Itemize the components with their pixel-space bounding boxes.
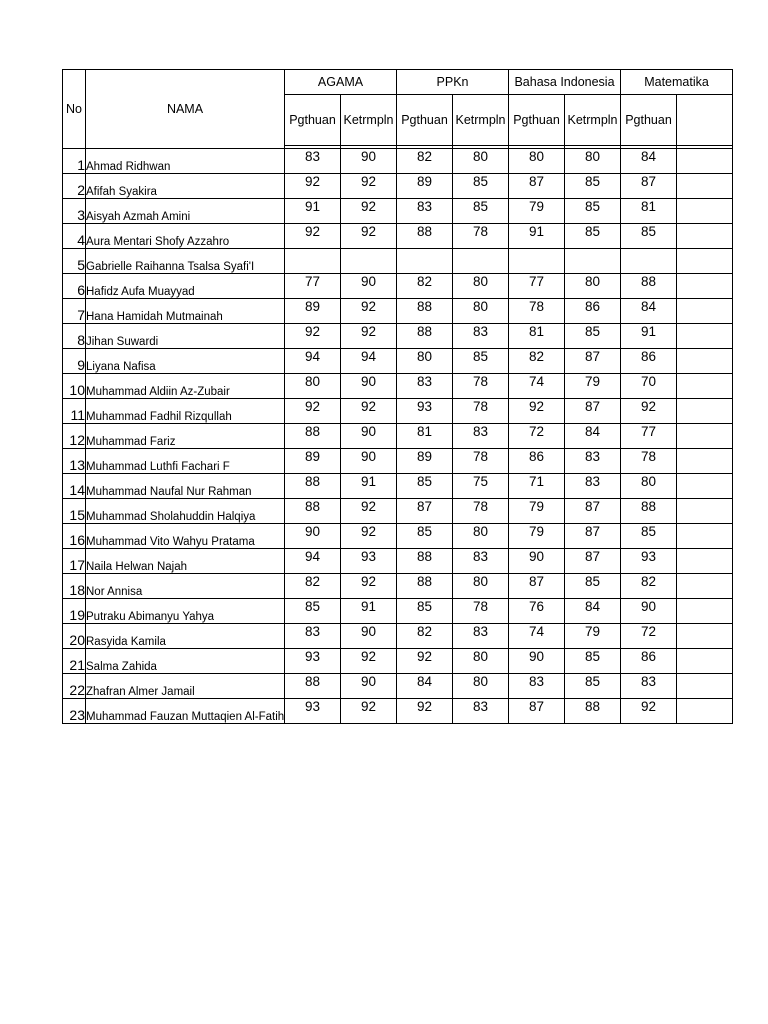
score-cell [509,249,565,274]
score-cell: 92 [341,524,397,549]
student-name: Putraku Abimanyu Yahya [86,599,285,624]
student-name: Hafidz Aufa Muayyad [86,274,285,299]
score-cell [677,624,733,649]
score-cell: 88 [621,499,677,524]
table-row [63,224,733,249]
score-cell: 90 [341,274,397,299]
score-cell: 79 [509,499,565,524]
score-cell: 80 [453,524,509,549]
score-cell: 79 [509,199,565,224]
score-cell: 89 [285,299,341,324]
subject-matematika: Matematika [621,70,733,95]
student-name: Naila Helwan Najah [86,549,285,574]
score-cell: 90 [341,449,397,474]
score-cell [677,674,733,699]
table-row [63,324,733,349]
student-name: Liyana Nafisa [86,349,285,374]
score-cell: 88 [397,574,453,599]
score-cell: 80 [453,149,509,174]
score-cell: 92 [285,399,341,424]
score-cell: 91 [621,324,677,349]
row-number: 7 [63,299,86,324]
score-cell [677,574,733,599]
student-name: Muhammad Sholahuddin Halqiya [86,499,285,524]
score-cell: 91 [285,199,341,224]
score-cell: 93 [341,549,397,574]
table-row [63,674,733,699]
score-cell: 90 [341,674,397,699]
score-cell: 76 [509,599,565,624]
student-name: Muhammad Naufal Nur Rahman [86,474,285,499]
score-cell: 82 [397,149,453,174]
score-cell [677,699,733,724]
score-cell: 80 [621,474,677,499]
score-cell: 84 [621,149,677,174]
score-cell [677,174,733,199]
score-cell: 92 [341,224,397,249]
table-row [63,149,733,174]
score-cell: 78 [453,399,509,424]
row-number: 3 [63,199,86,224]
student-name: Muhammad Fauzan Muttaqien Al-Fatih [86,699,285,724]
header-name: NAMA [86,70,285,149]
score-cell: 83 [565,474,621,499]
subject-ppkn: PPKn [397,70,509,95]
score-cell: 94 [285,549,341,574]
score-cell: 87 [621,174,677,199]
table-row [63,249,733,274]
score-cell: 87 [565,549,621,574]
score-cell [677,349,733,374]
row-number: 14 [63,474,86,499]
score-cell: 85 [397,474,453,499]
score-cell [285,249,341,274]
score-cell: 86 [621,349,677,374]
score-cell: 90 [341,624,397,649]
score-cell: 80 [453,674,509,699]
score-cell [677,399,733,424]
table-row [63,549,733,574]
score-cell: 80 [397,349,453,374]
score-cell: 92 [341,399,397,424]
table-row [63,524,733,549]
table-row [63,624,733,649]
score-cell: 92 [341,499,397,524]
student-name: Nor Annisa [86,574,285,599]
table-row [63,374,733,399]
score-cell: 87 [565,524,621,549]
table-row [63,299,733,324]
score-cell: 78 [453,449,509,474]
row-number: 11 [63,399,86,424]
row-number: 12 [63,424,86,449]
score-cell [453,249,509,274]
score-cell: 75 [453,474,509,499]
student-name: Muhammad Luthfi Fachari F [86,449,285,474]
score-cell: 92 [621,699,677,724]
score-cell: 90 [285,524,341,549]
score-cell: 86 [621,649,677,674]
score-cell: 84 [565,424,621,449]
score-cell: 85 [565,224,621,249]
score-cell [677,599,733,624]
score-cell: 89 [397,174,453,199]
table-row [63,349,733,374]
score-cell: 92 [285,224,341,249]
sub-header-ketrmpln: Ketrmpln [565,95,621,146]
student-name: Muhammad Vito Wahyu Pratama [86,524,285,549]
score-cell: 88 [621,274,677,299]
score-cell: 92 [509,399,565,424]
score-cell: 83 [397,199,453,224]
score-cell: 85 [565,649,621,674]
score-cell: 84 [621,299,677,324]
student-name: Ahmad Ridhwan [86,149,285,174]
score-cell: 92 [341,174,397,199]
score-cell: 85 [453,174,509,199]
score-cell: 79 [565,374,621,399]
score-cell: 90 [621,599,677,624]
score-cell: 78 [509,299,565,324]
score-cell: 82 [509,349,565,374]
score-cell: 83 [453,624,509,649]
score-cell: 89 [397,449,453,474]
score-cell: 80 [509,149,565,174]
score-cell [677,424,733,449]
score-cell: 88 [285,424,341,449]
score-cell: 92 [341,574,397,599]
score-cell: 83 [453,699,509,724]
sub-header-pgthuan: Pgthuan [397,95,453,146]
grades-table [62,69,733,724]
row-number: 16 [63,524,86,549]
score-cell: 90 [341,374,397,399]
header-no: No [63,70,86,149]
score-cell [677,499,733,524]
score-cell: 78 [453,224,509,249]
score-cell: 83 [621,674,677,699]
table-row [63,174,733,199]
row-number: 17 [63,549,86,574]
score-cell: 87 [397,499,453,524]
row-number: 9 [63,349,86,374]
score-cell: 87 [565,499,621,524]
student-name: Zhafran Almer Jamail [86,674,285,699]
student-name: Afifah Syakira [86,174,285,199]
table-row [63,574,733,599]
table-row [63,699,733,724]
subject-agama: AGAMA [285,70,397,95]
score-cell: 86 [509,449,565,474]
student-name: Aura Mentari Shofy Azzahro [86,224,285,249]
score-cell: 92 [621,399,677,424]
score-cell: 91 [341,599,397,624]
score-cell: 78 [453,499,509,524]
score-cell: 80 [565,149,621,174]
score-cell: 81 [509,324,565,349]
student-name: Aisyah Azmah Amini [86,199,285,224]
score-cell: 92 [285,324,341,349]
sub-header-ketrmpln: Ketrmpln [341,95,397,146]
score-cell: 77 [285,274,341,299]
subject-bahasa-indonesia: Bahasa Indonesia [509,70,621,95]
score-cell: 81 [397,424,453,449]
score-cell: 90 [341,149,397,174]
score-cell: 72 [621,624,677,649]
score-cell: 80 [453,299,509,324]
student-name: Gabrielle Raihanna Tsalsa Syafi'I [86,249,285,274]
score-cell: 85 [397,524,453,549]
student-name: Muhammad Fadhil Rizqullah [86,399,285,424]
table-row [63,274,733,299]
score-cell [677,274,733,299]
row-number: 4 [63,224,86,249]
score-cell: 85 [621,524,677,549]
score-cell: 84 [565,599,621,624]
sub-header-ketrmpln [677,95,733,146]
score-cell: 83 [397,374,453,399]
score-cell: 79 [565,624,621,649]
score-cell: 79 [509,524,565,549]
sub-header-ketrmpln: Ketrmpln [453,95,509,146]
score-cell: 90 [341,424,397,449]
score-cell: 91 [509,224,565,249]
score-cell: 78 [453,599,509,624]
row-number: 18 [63,574,86,599]
score-cell: 82 [397,274,453,299]
row-number: 8 [63,324,86,349]
score-cell: 85 [397,599,453,624]
student-name: Jihan Suwardi [86,324,285,349]
score-cell [677,474,733,499]
score-cell [677,299,733,324]
score-cell: 81 [621,199,677,224]
score-cell: 87 [509,699,565,724]
student-name: Hana Hamidah Mutmainah [86,299,285,324]
score-cell: 92 [341,299,397,324]
score-cell: 83 [565,449,621,474]
score-cell [677,149,733,174]
score-cell: 80 [453,274,509,299]
score-cell: 88 [285,499,341,524]
row-number: 1 [63,149,86,174]
score-cell: 91 [341,474,397,499]
score-cell: 85 [285,599,341,624]
score-cell: 88 [397,224,453,249]
score-cell: 88 [397,299,453,324]
score-cell: 92 [285,174,341,199]
score-cell: 88 [397,549,453,574]
row-number: 19 [63,599,86,624]
score-cell: 94 [285,349,341,374]
score-cell: 78 [621,449,677,474]
score-cell: 94 [341,349,397,374]
score-cell: 92 [341,199,397,224]
score-cell: 87 [565,349,621,374]
table-row [63,399,733,424]
score-cell: 92 [341,699,397,724]
score-cell: 80 [565,274,621,299]
sub-header-pgthuan: Pgthuan [509,95,565,146]
score-cell [677,199,733,224]
grade-sheet [62,69,709,729]
score-cell: 93 [621,549,677,574]
score-cell: 85 [565,674,621,699]
score-cell: 70 [621,374,677,399]
score-cell [677,549,733,574]
row-number: 23 [63,699,86,724]
table-row [63,649,733,674]
score-cell: 92 [341,649,397,674]
score-cell: 80 [453,649,509,674]
score-cell: 71 [509,474,565,499]
score-cell: 83 [453,549,509,574]
table-row [63,199,733,224]
score-cell: 85 [453,199,509,224]
score-cell: 88 [285,674,341,699]
score-cell: 80 [285,374,341,399]
score-cell: 93 [285,649,341,674]
score-cell [677,249,733,274]
sub-header-pgthuan: Pgthuan [285,95,341,146]
score-cell: 90 [509,549,565,574]
student-name: Rasyida Kamila [86,624,285,649]
score-cell: 93 [397,399,453,424]
table-row [63,424,733,449]
row-number: 21 [63,649,86,674]
score-cell: 83 [453,424,509,449]
score-cell [677,224,733,249]
row-number: 22 [63,674,86,699]
score-cell: 87 [565,399,621,424]
score-cell [621,249,677,274]
score-cell: 87 [509,174,565,199]
score-cell [677,524,733,549]
row-number: 13 [63,449,86,474]
student-name: Muhammad Fariz [86,424,285,449]
score-cell: 85 [565,574,621,599]
score-cell: 72 [509,424,565,449]
score-cell: 77 [509,274,565,299]
score-cell: 92 [397,649,453,674]
score-cell: 84 [397,674,453,699]
score-cell [397,249,453,274]
score-cell: 89 [285,449,341,474]
score-cell: 88 [565,699,621,724]
score-cell: 88 [285,474,341,499]
score-cell [677,324,733,349]
score-cell [677,449,733,474]
score-cell: 82 [621,574,677,599]
score-cell: 85 [453,349,509,374]
score-cell: 92 [341,324,397,349]
score-cell: 85 [621,224,677,249]
score-cell: 90 [509,649,565,674]
score-cell [565,249,621,274]
row-number: 5 [63,249,86,274]
score-cell: 83 [453,324,509,349]
sub-header-pgthuan: Pgthuan [621,95,677,146]
score-cell: 83 [509,674,565,699]
row-number: 6 [63,274,86,299]
student-name: Salma Zahida [86,649,285,674]
score-cell [677,649,733,674]
score-cell: 93 [285,699,341,724]
score-cell [341,249,397,274]
score-cell: 87 [509,574,565,599]
row-number: 15 [63,499,86,524]
score-cell: 77 [621,424,677,449]
table-row [63,499,733,524]
score-cell: 82 [397,624,453,649]
score-cell: 74 [509,374,565,399]
score-cell: 78 [453,374,509,399]
row-number: 10 [63,374,86,399]
row-number: 2 [63,174,86,199]
score-cell: 74 [509,624,565,649]
score-cell: 85 [565,174,621,199]
score-cell [677,374,733,399]
score-cell: 86 [565,299,621,324]
table-row [63,474,733,499]
table-row [63,449,733,474]
score-cell: 92 [397,699,453,724]
row-number: 20 [63,624,86,649]
score-cell: 85 [565,324,621,349]
score-cell: 82 [285,574,341,599]
score-cell: 80 [453,574,509,599]
table-row [63,599,733,624]
score-cell: 83 [285,624,341,649]
student-name: Muhammad Aldiin Az-Zubair [86,374,285,399]
score-cell: 85 [565,199,621,224]
score-cell: 88 [397,324,453,349]
score-cell: 83 [285,149,341,174]
